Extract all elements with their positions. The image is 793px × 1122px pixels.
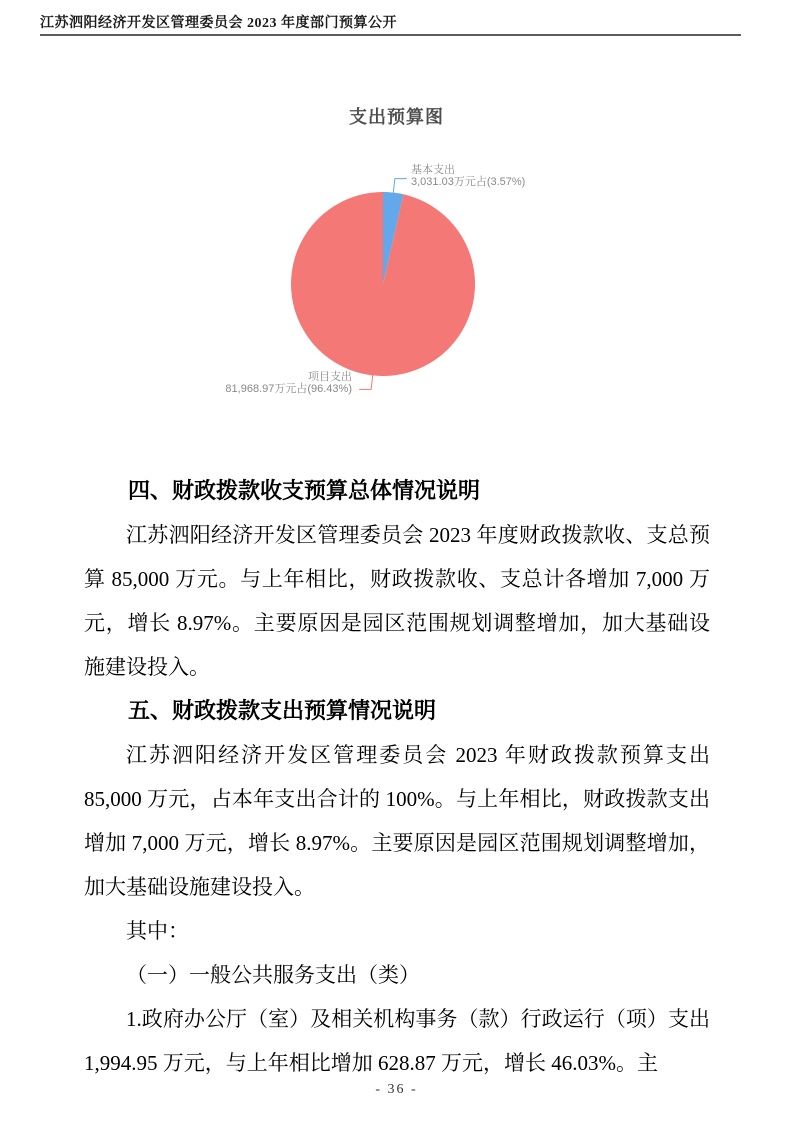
pie-label-project-expenditure bbox=[225, 372, 352, 395]
section5-item-heading: （一）一般公共服务支出（类） bbox=[126, 963, 420, 987]
section4-heading: 四、财政拨款收支预算总体情况说明 bbox=[128, 478, 481, 503]
header-title: 江苏泗阳经济开发区管理委员会 2023 年度部门预算公开 bbox=[40, 16, 397, 31]
pie-leader-line bbox=[359, 373, 373, 389]
section5-sub-label: 其中： bbox=[126, 919, 189, 943]
expenditure-pie-chart bbox=[0, 0, 793, 430]
section4-paragraph: 江苏泗阳经济开发区管理委员会 2023 年度财政拨款收、支总预算 85,000 万元。与上年相比，财政拨款收、支总计各增加 7,000 万元，增长 8.97%。主要原因是园区范围规划调整增加，加大基础设施建设投入。 bbox=[84, 523, 710, 679]
section5-paragraph: 江苏泗阳经济开发区管理委员会 2023 年财政拨款预算支出 85,000 万元，占本年支出合计的 100%。与上年相比，财政拨款支出增加 7,000 万元，增长 8.97%。主要原因是园区范围规划调整增加，加大基础设施建设投入。 bbox=[84, 743, 710, 899]
pie-label-basic-value: 3,031.03万元占(3.57%) bbox=[411, 175, 526, 188]
section5-item-text: 1.政府办公厅（室）及相关机构事务（款）行政运行（项）支出 1,994.95 万元，与上年相比增加 628.87 万元，增长 46.03%。主 bbox=[84, 1007, 710, 1075]
page-number: - 36 - bbox=[375, 1082, 418, 1097]
pie-label-basic-expenditure bbox=[411, 165, 525, 188]
pie-label-basic-name: 基本支出 bbox=[411, 164, 455, 176]
pie-leader-line bbox=[393, 179, 407, 195]
chart-title: 支出预算图 bbox=[349, 107, 444, 127]
section5-heading: 五、财政拨款支出预算情况说明 bbox=[128, 698, 437, 723]
document-body bbox=[84, 469, 710, 1085]
pie-label-project-name: 项目支出 bbox=[308, 371, 352, 383]
pie-label-project-value: 81,968.97万元占(96.43%) bbox=[225, 382, 352, 395]
